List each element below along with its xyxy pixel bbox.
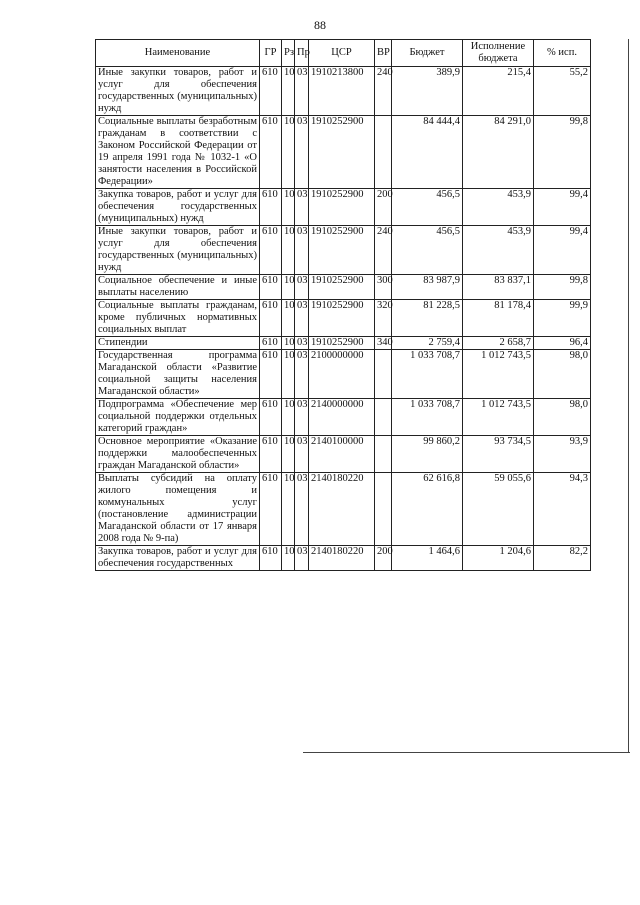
row-pct: 82,2 [534,546,591,571]
row-name: Стипендии [96,337,260,350]
header-name: Наименование [96,40,260,67]
row-rz: 10 [282,300,295,337]
row-csr: 1910213800 [309,67,375,116]
row-pr: 03 [295,275,309,300]
table-row [96,473,591,546]
row-rz: 10 [282,116,295,189]
row-execution: 1 012 743,5 [463,399,534,436]
row-execution: 1 204,6 [463,546,534,571]
row-pr: 03 [295,226,309,275]
row-execution: 215,4 [463,67,534,116]
row-pr: 03 [295,337,309,350]
row-execution: 81 178,4 [463,300,534,337]
row-execution: 2 658,7 [463,337,534,350]
row-execution: 1 012 743,5 [463,350,534,399]
row-csr: 1910252900 [309,189,375,226]
row-vr: 200 [375,546,392,571]
table-row [96,436,591,473]
row-budget: 1 033 708,7 [392,350,463,399]
row-execution: 93 734,5 [463,436,534,473]
row-budget: 84 444,4 [392,116,463,189]
header-gr: ГР [260,40,282,67]
row-pr: 03 [295,300,309,337]
row-pr: 03 [295,116,309,189]
row-execution: 453,9 [463,189,534,226]
row-vr [375,399,392,436]
header-budget: Бюджет [392,40,463,67]
row-rz: 10 [282,226,295,275]
row-pr: 03 [295,473,309,546]
table-row [96,116,591,189]
row-rz: 10 [282,473,295,546]
row-vr [375,116,392,189]
row-name: Социальные выплаты безработным гражданам в соответствии с Законом Российской Федерации от 19 апреля 1991 года № 1032-1 «О занятости населения в Российской Федерации» [96,116,260,189]
table-row [96,67,591,116]
row-budget: 62 616,8 [392,473,463,546]
row-pr: 03 [295,189,309,226]
row-budget: 1 033 708,7 [392,399,463,436]
right-margin-line [628,39,629,753]
row-gr: 610 [260,546,282,571]
row-vr: 320 [375,300,392,337]
row-csr: 1910252900 [309,337,375,350]
row-budget: 99 860,2 [392,436,463,473]
row-rz: 10 [282,546,295,571]
row-gr: 610 [260,226,282,275]
row-rz: 10 [282,275,295,300]
row-rz: 10 [282,67,295,116]
table-row [96,226,591,275]
table-row [96,337,591,350]
row-vr: 300 [375,275,392,300]
row-name: Социальное обеспечение и иные выплаты населению [96,275,260,300]
row-name: Закупка товаров, работ и услуг для обеспечения государственных (муниципальных) нужд [96,189,260,226]
row-rz: 10 [282,436,295,473]
row-name: Иные закупки товаров, работ и услуг для обеспечения государственных (муниципальных) нужд [96,226,260,275]
row-budget: 81 228,5 [392,300,463,337]
table-row [96,546,591,571]
row-name: Подпрограмма «Обеспечение мер социальной поддержки отдельных категорий граждан» [96,399,260,436]
row-csr: 1910252900 [309,116,375,189]
row-pr: 03 [295,546,309,571]
row-budget: 2 759,4 [392,337,463,350]
page-number: 88 [314,18,326,32]
table-header-row [96,40,591,67]
row-rz: 10 [282,350,295,399]
row-budget: 389,9 [392,67,463,116]
row-pr: 03 [295,436,309,473]
row-pct: 99,4 [534,189,591,226]
row-pr: 03 [295,350,309,399]
row-name: Социальные выплаты гражданам, кроме публичных нормативных социальных выплат [96,300,260,337]
row-gr: 610 [260,300,282,337]
row-vr: 240 [375,67,392,116]
row-pr: 03 [295,399,309,436]
row-pct: 98,0 [534,350,591,399]
row-budget: 456,5 [392,189,463,226]
row-rz: 10 [282,399,295,436]
header-pct: % исп. [534,40,591,67]
row-vr [375,350,392,399]
row-pct: 99,8 [534,116,591,189]
header-execution: Исполнение бюджета [463,40,534,67]
row-name: Закупка товаров, работ и услуг для обеспечения государственных [96,546,260,571]
header-csr: ЦСР [309,40,375,67]
row-name: Государственная программа Магаданской области «Развитие социальной защиты населения Магаданской области» [96,350,260,399]
table-row [96,189,591,226]
row-csr: 2100000000 [309,350,375,399]
row-execution: 84 291,0 [463,116,534,189]
row-vr [375,473,392,546]
row-pct: 99,9 [534,300,591,337]
row-csr: 1910252900 [309,300,375,337]
row-gr: 610 [260,275,282,300]
row-csr: 1910252900 [309,226,375,275]
header-rz: Рз [282,40,295,67]
row-rz: 10 [282,189,295,226]
row-gr: 610 [260,473,282,546]
table-row [96,350,591,399]
row-rz: 10 [282,337,295,350]
row-budget: 1 464,6 [392,546,463,571]
row-name: Выплаты субсидий на оплату жилого помещения и коммунальных услуг (постановление администрации Магаданской области от 17 января 2008 года № 9-па) [96,473,260,546]
row-execution: 83 837,1 [463,275,534,300]
row-gr: 610 [260,350,282,399]
row-name: Иные закупки товаров, работ и услуг для обеспечения государственных (муниципальных) нужд [96,67,260,116]
row-csr: 2140180220 [309,546,375,571]
row-pct: 96,4 [534,337,591,350]
row-gr: 610 [260,67,282,116]
table-row [96,300,591,337]
row-csr: 2140000000 [309,399,375,436]
row-pct: 99,4 [534,226,591,275]
table-row [96,399,591,436]
header-pr: Пр [295,40,309,67]
row-gr: 610 [260,436,282,473]
budget-table [95,39,591,571]
row-pct: 99,8 [534,275,591,300]
row-gr: 610 [260,189,282,226]
row-pr: 03 [295,67,309,116]
row-gr: 610 [260,337,282,350]
row-pct: 98,0 [534,399,591,436]
row-vr: 340 [375,337,392,350]
row-csr: 2140180220 [309,473,375,546]
table-row [96,275,591,300]
row-budget: 456,5 [392,226,463,275]
row-pct: 55,2 [534,67,591,116]
row-pct: 93,9 [534,436,591,473]
row-vr: 240 [375,226,392,275]
row-gr: 610 [260,399,282,436]
row-csr: 1910252900 [309,275,375,300]
row-csr: 2140100000 [309,436,375,473]
header-vr: ВР [375,40,392,67]
row-execution: 59 055,6 [463,473,534,546]
row-execution: 453,9 [463,226,534,275]
row-vr: 200 [375,189,392,226]
row-budget: 83 987,9 [392,275,463,300]
row-name: Основное мероприятие «Оказание поддержки малообеспеченных граждан Магаданской области» [96,436,260,473]
row-gr: 610 [260,116,282,189]
row-vr [375,436,392,473]
row-pct: 94,3 [534,473,591,546]
bottom-rule-line [303,752,630,753]
